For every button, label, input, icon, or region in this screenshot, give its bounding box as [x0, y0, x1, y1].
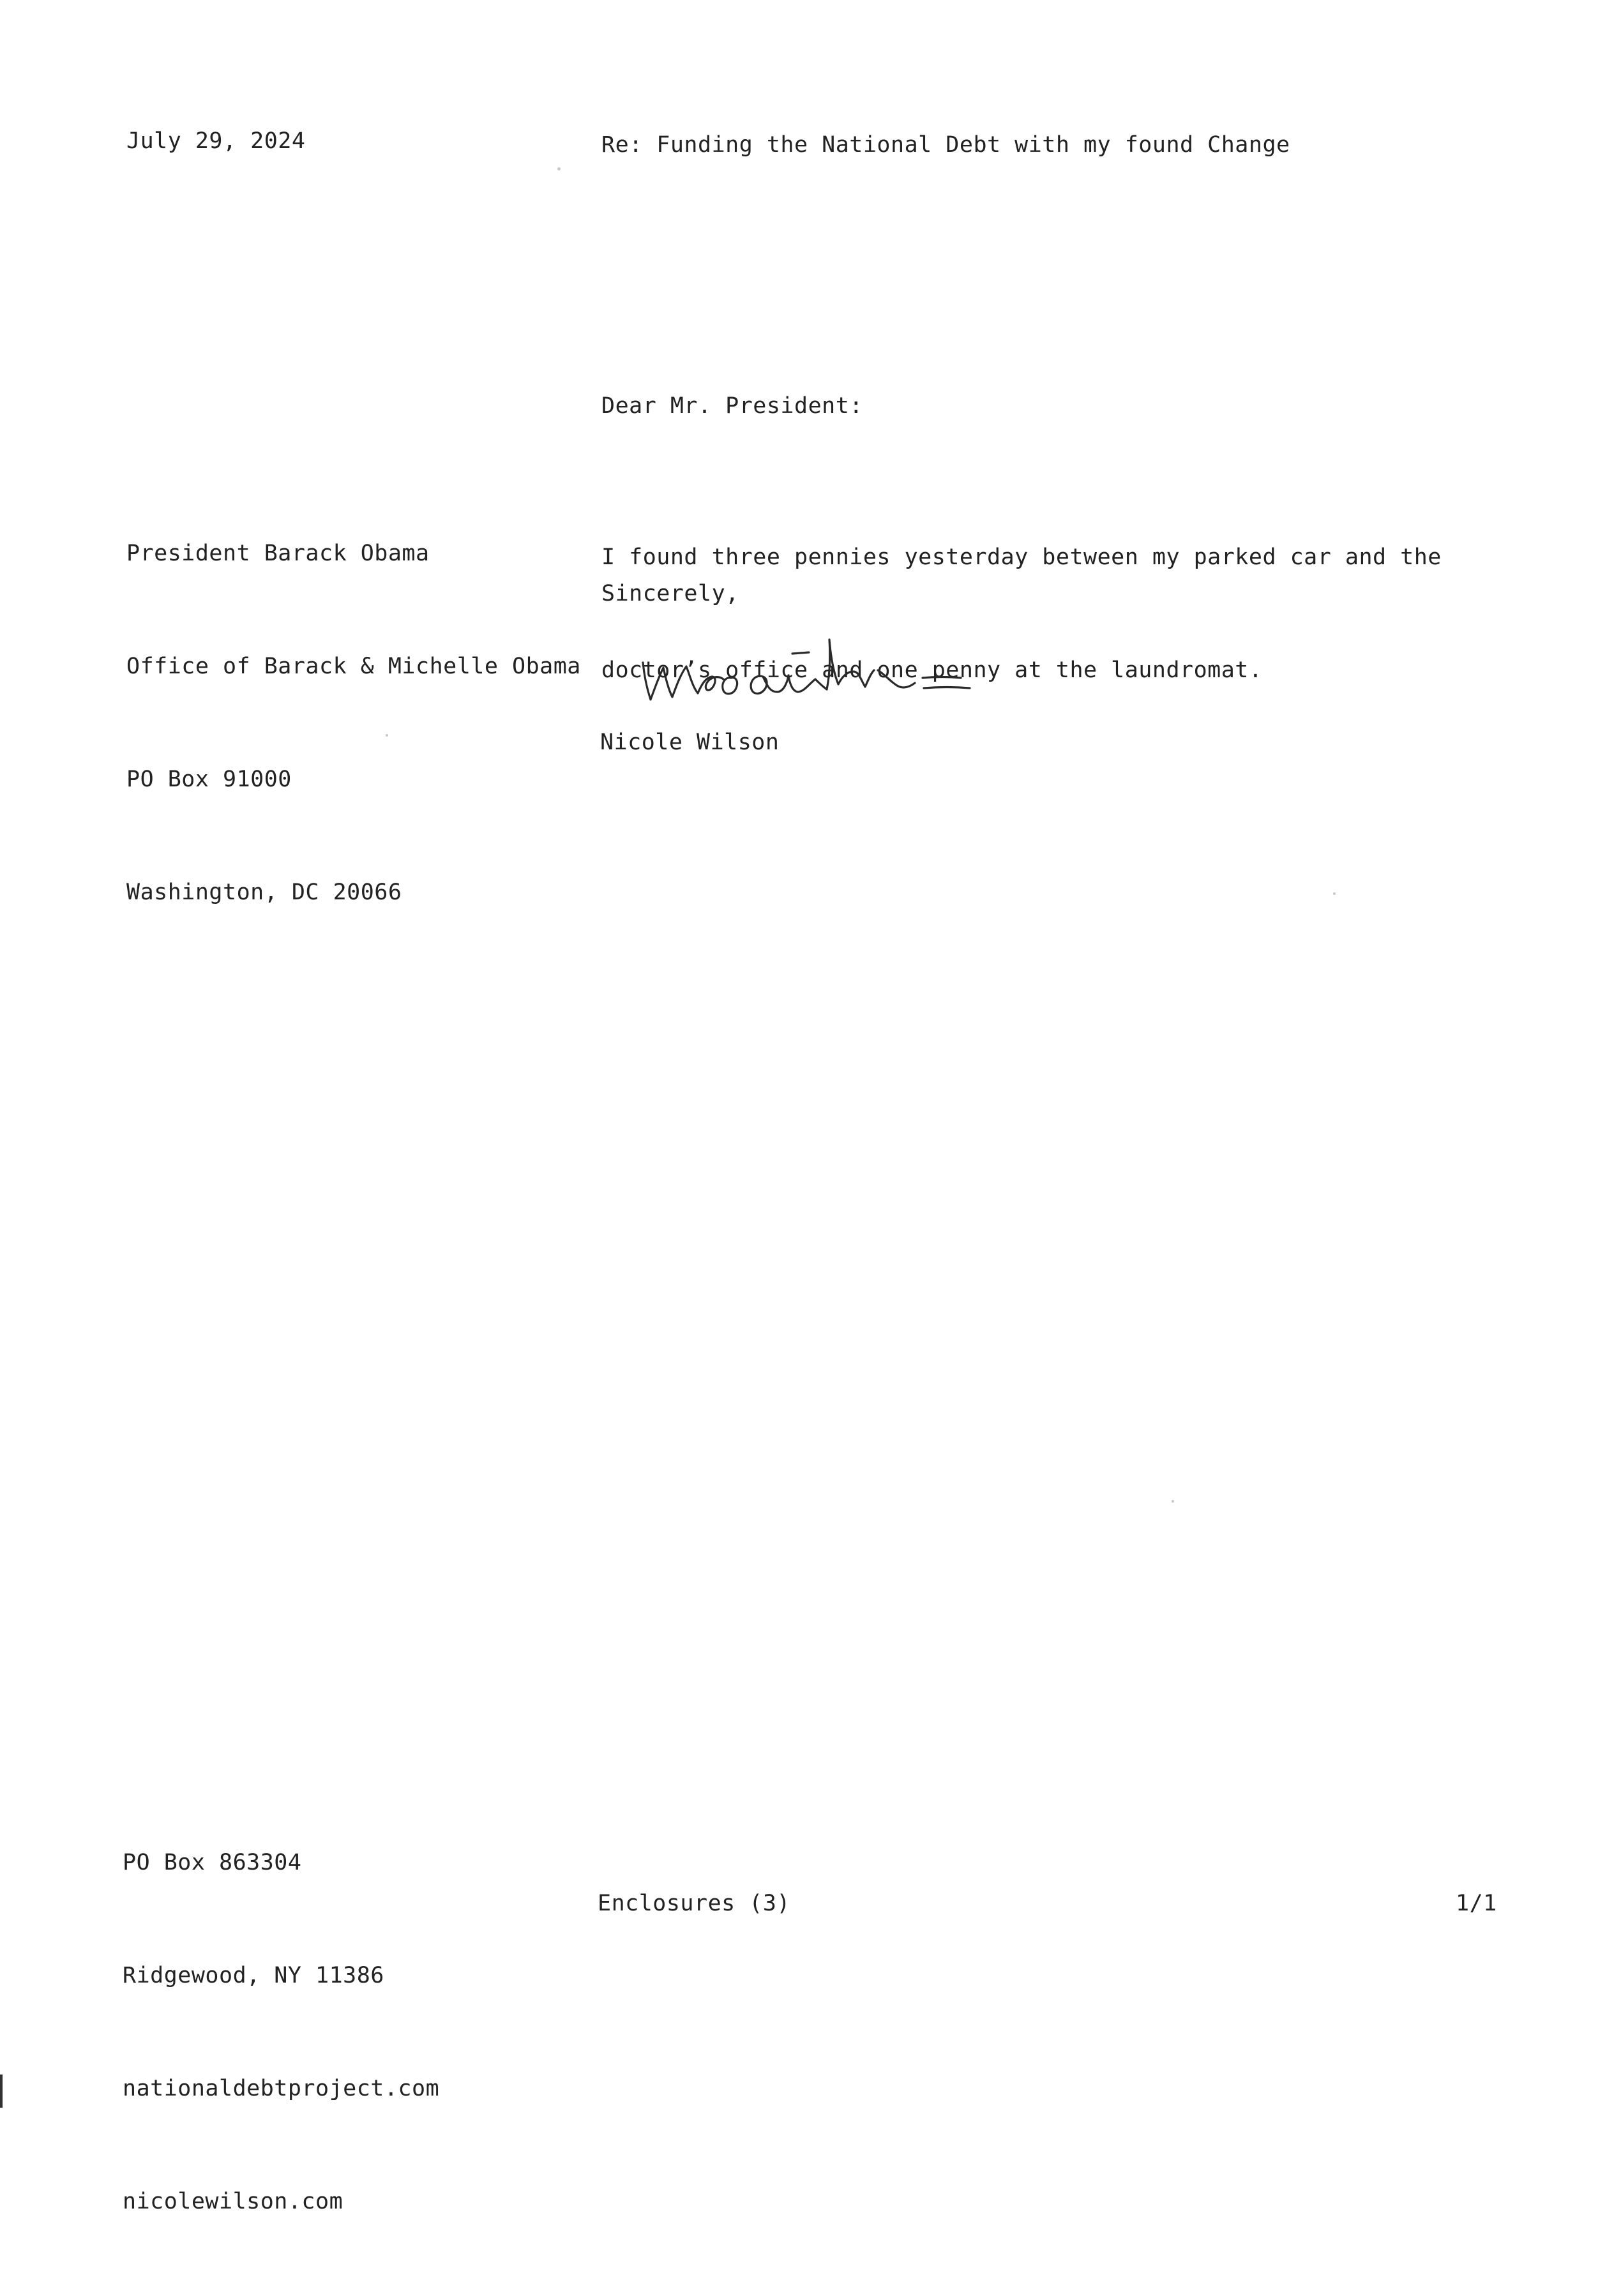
paper-speck — [1333, 892, 1336, 895]
scan-edge-mark — [0, 2075, 3, 2108]
sender-line: Ridgewood, NY 11386 — [123, 1963, 384, 1988]
sender-line: nationaldebtproject.com — [123, 2076, 440, 2101]
recipient-line: PO Box 91000 — [126, 767, 292, 792]
handwritten-signature — [635, 626, 1018, 715]
letter-body — [601, 463, 1442, 765]
paper-speck — [1172, 1500, 1174, 1503]
salutation: Dear Mr. President: — [601, 393, 863, 419]
body-line: I found three pennies yesterday between my parked car and the — [601, 544, 1442, 570]
recipient-address — [126, 460, 581, 987]
paper-speck — [386, 734, 388, 737]
sender-line: PO Box 863304 — [123, 1850, 302, 1875]
recipient-line: President Barack Obama — [126, 541, 430, 566]
recipient-line: Office of Barack & Michelle Obama — [126, 654, 581, 679]
letter-date: July 29, 2024 — [126, 128, 306, 154]
signature-name: Nicole Wilson — [600, 730, 780, 755]
sender-line: nicolewilson.com — [123, 2189, 343, 2214]
recipient-line: Washington, DC 20066 — [126, 880, 402, 905]
body-line: doctor’s office and one penny at the laundromat. — [601, 657, 1263, 683]
sender-address — [123, 1769, 439, 2296]
page-number: 1/1 — [1456, 1891, 1497, 1916]
paper-speck — [557, 167, 561, 170]
closing: Sincerely, — [601, 581, 739, 606]
letter-subject: Re: Funding the National Debt with my found Change — [601, 132, 1290, 158]
enclosures-note: Enclosures (3) — [598, 1891, 791, 1916]
